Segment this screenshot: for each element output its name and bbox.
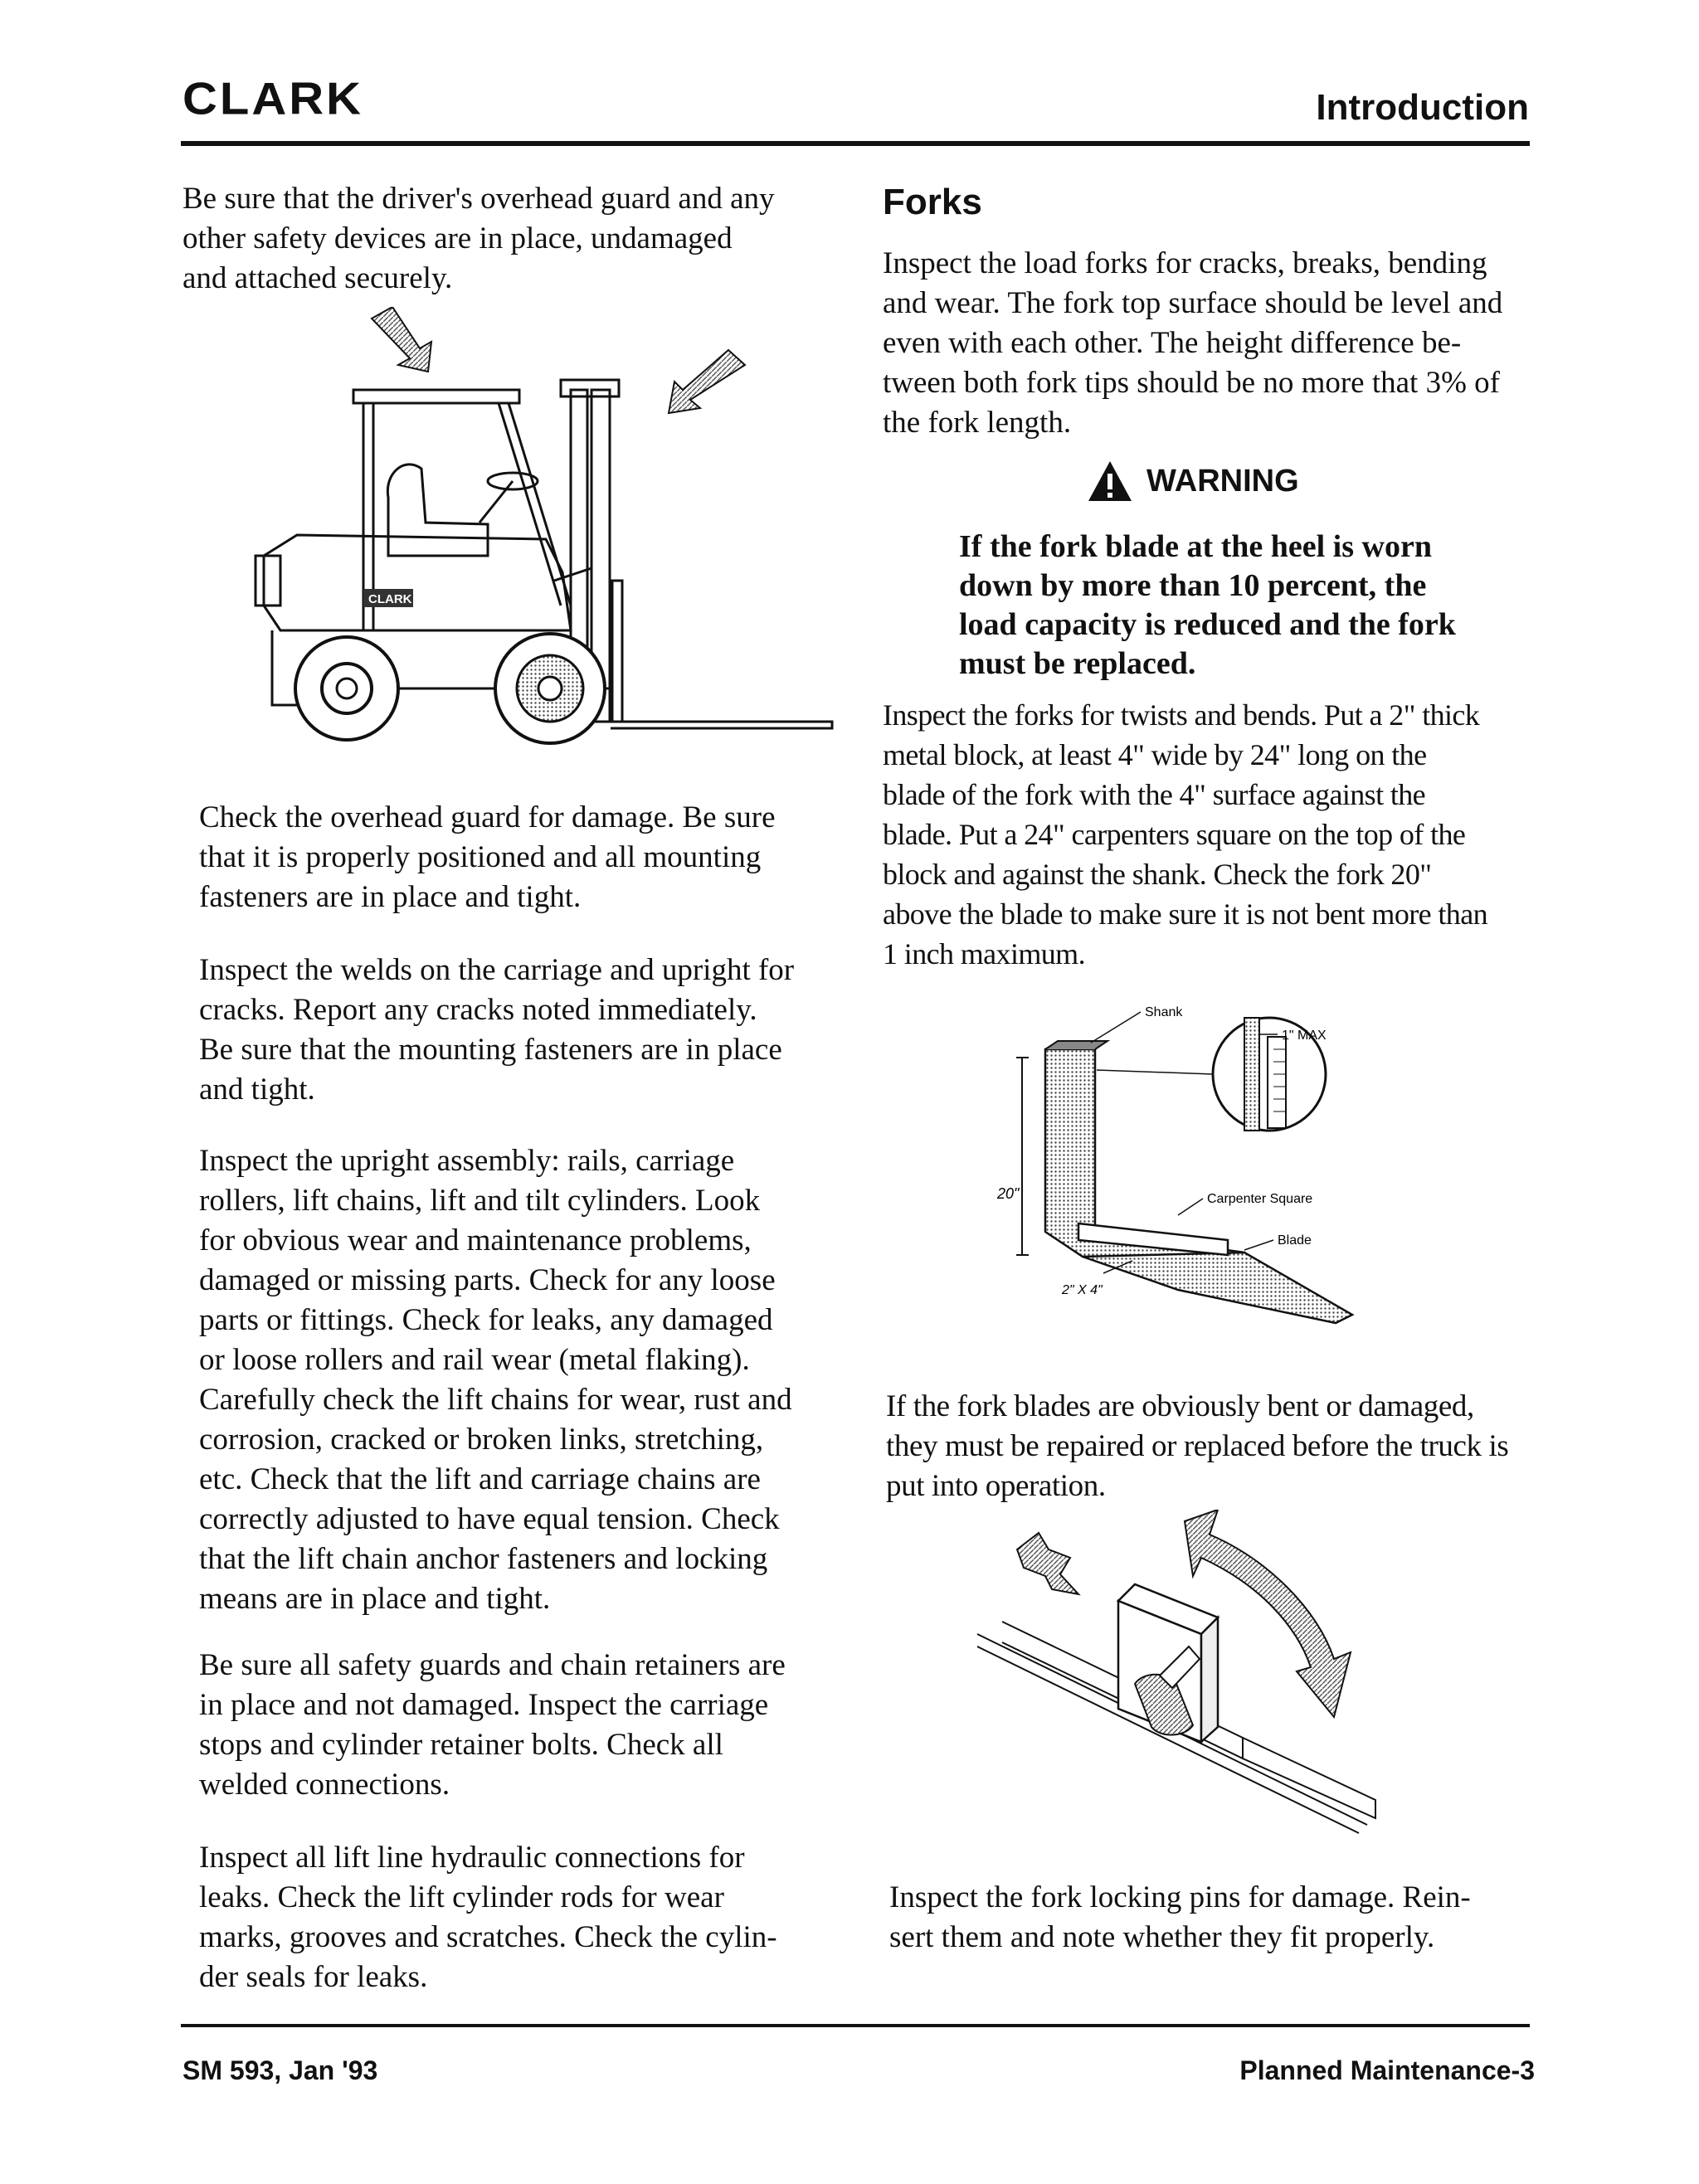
text-line: fasteners are in place and tight. <box>199 880 582 914</box>
text-line: and attached securely. <box>183 261 453 295</box>
text-line: sert them and note whether they fit properly. <box>889 1920 1435 1954</box>
text-line: Carefully check the lift chains for wear, rust and <box>199 1383 792 1417</box>
twists-bends-paragraph <box>883 695 1487 974</box>
text-line: down by more than 10 percent, the <box>959 568 1427 603</box>
text-line: Inspect the load forks for cracks, breaks, bending <box>883 246 1487 280</box>
text-line: etc. Check that the lift and carriage chains are <box>199 1462 761 1496</box>
text-line: in place and not damaged. Inspect the carriage <box>199 1688 769 1722</box>
text-line: Inspect the welds on the carriage and upright for <box>199 953 795 987</box>
warning-banner <box>1087 456 1299 506</box>
text-line: der seals for leaks. <box>199 1960 428 1994</box>
footer-rule <box>181 2024 1530 2027</box>
locking-pins-paragraph <box>889 1878 1471 1958</box>
text-line: and tight. <box>199 1073 315 1107</box>
text-line: must be replaced. <box>959 646 1196 681</box>
text-line: that the lift chain anchor fasteners and locking <box>199 1542 768 1576</box>
text-line: Be sure that the mounting fasteners are in place <box>199 1033 782 1067</box>
header-rule <box>181 141 1530 146</box>
text-line: blade of the fork with the 4" surface against the <box>883 778 1426 811</box>
text-line: metal block, at least 4" wide by 24" long on the <box>883 738 1427 771</box>
clark-logo: CLARK <box>183 73 363 124</box>
text-line: that it is properly positioned and all mounting <box>199 840 762 874</box>
text-line: or loose rollers and rail wear (metal flaking). <box>199 1343 750 1377</box>
text-line: even with each other. The height difference be- <box>883 326 1462 360</box>
document-code: SM 593, Jan '93 <box>183 2055 378 2085</box>
text-line: corrosion, cracked or broken links, stretching, <box>199 1423 764 1457</box>
text-line: parts or fittings. Check for leaks, any damaged <box>199 1303 773 1337</box>
fork-locking-pin-illustration <box>969 1510 1384 1866</box>
page-number: Planned Maintenance-3 <box>1239 2055 1535 2085</box>
side-arrow-icon <box>1017 1533 1078 1594</box>
warning-icon <box>1087 460 1133 503</box>
text-line: correctly adjusted to have equal tension. Check <box>199 1502 780 1536</box>
intro-paragraph <box>183 179 775 299</box>
truck-label: CLARK <box>368 592 412 606</box>
section-title: Introduction <box>1316 87 1529 128</box>
text-line: If the fork blade at the heel is worn <box>959 529 1432 564</box>
fork-measurement-diagram <box>996 991 1377 1340</box>
height-label: 20" <box>997 1185 1020 1202</box>
text-line: they must be repaired or replaced before the truck is <box>886 1429 1509 1463</box>
text-line: rollers, lift chains, lift and tilt cylinders. Look <box>199 1184 761 1218</box>
text-line: 1 inch maximum. <box>883 937 1085 970</box>
forks-heading: Forks <box>883 182 982 222</box>
text-line: stops and cylinder retainer bolts. Check all <box>199 1728 723 1762</box>
warning-text <box>959 528 1456 683</box>
inspect-forks-paragraph <box>883 244 1502 443</box>
upright-assembly-paragraph <box>199 1141 792 1619</box>
forklift-illustration <box>214 307 836 755</box>
text-line: Inspect all lift line hydraulic connections for <box>199 1841 745 1875</box>
text-line: block and against the shank. Check the fork 20" <box>883 858 1432 891</box>
text-line: put into operation. <box>886 1469 1106 1503</box>
text-line: damaged or missing parts. Check for any loose <box>199 1263 776 1297</box>
arrow-left-icon <box>372 307 431 372</box>
text-line: means are in place and tight. <box>199 1582 551 1616</box>
welds-paragraph <box>199 951 794 1110</box>
safety-guards-paragraph <box>199 1646 786 1805</box>
text-line: Inspect the upright assembly: rails, carriage <box>199 1144 735 1178</box>
text-line: other safety devices are in place, undamaged <box>183 221 733 255</box>
max-label: 1" MAX <box>1282 1029 1327 1043</box>
warning-label: WARNING <box>1146 463 1299 499</box>
block-label: 2" X 4" <box>1062 1283 1103 1297</box>
rear-wheel <box>295 637 398 740</box>
text-line: the fork length. <box>883 406 1072 440</box>
text-line: Be sure all safety guards and chain retainers are <box>199 1648 786 1682</box>
text-line: tween both fork tips should be no more that 3% of <box>883 366 1500 400</box>
text-line: and wear. The fork top surface should be level and <box>883 286 1503 320</box>
text-line: load capacity is reduced and the fork <box>959 607 1456 642</box>
bent-blades-paragraph <box>886 1387 1508 1506</box>
arrow-right-icon <box>669 350 745 413</box>
blade-label: Blade <box>1278 1233 1312 1248</box>
shank-label: Shank <box>1145 1005 1183 1019</box>
text-line: Inspect the fork locking pins for damage. Rein- <box>889 1880 1471 1914</box>
text-line: Be sure that the driver's overhead guard and any <box>183 182 775 216</box>
hydraulic-paragraph <box>199 1838 777 1997</box>
carpenter-square-label: Carpenter Square <box>1207 1192 1313 1206</box>
text-line: Inspect the forks for twists and bends. Put a 2" thick <box>883 698 1480 732</box>
text-line: If the fork blades are obviously bent or damaged, <box>886 1389 1474 1423</box>
text-line: above the blade to make sure it is not bent more than <box>883 897 1487 931</box>
text-line: blade. Put a 24" carpenters square on the top of the <box>883 818 1466 851</box>
text-line: for obvious wear and maintenance problems, <box>199 1223 752 1257</box>
text-line: welded connections. <box>199 1768 450 1802</box>
overhead-guard-paragraph <box>199 798 776 917</box>
text-line: marks, grooves and scratches. Check the cylin- <box>199 1920 777 1954</box>
text-line: cracks. Report any cracks noted immediately. <box>199 993 757 1027</box>
front-wheel <box>495 634 605 743</box>
text-line: Check the overhead guard for damage. Be sure <box>199 800 776 834</box>
text-line: leaks. Check the lift cylinder rods for wear <box>199 1880 724 1914</box>
